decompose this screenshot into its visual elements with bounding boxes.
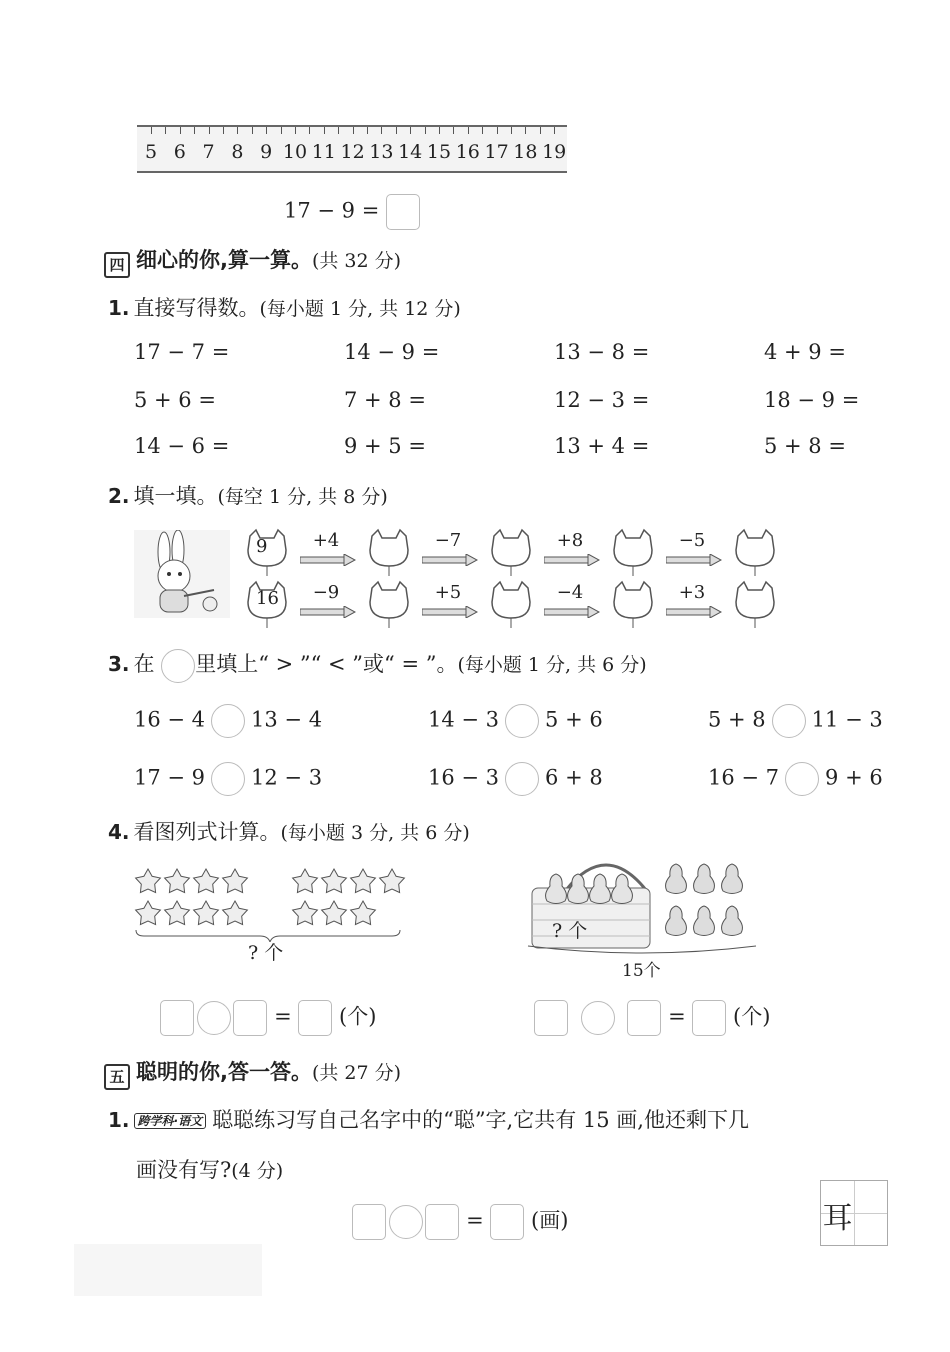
chain-arrow [300, 530, 356, 570]
pear-icon [666, 906, 687, 936]
right-expression: 12 − 3 [251, 765, 323, 790]
star-icon [293, 901, 318, 925]
answer-box[interactable] [233, 1000, 267, 1036]
ruler-tick [554, 127, 555, 134]
ruler-label: 9 [260, 141, 273, 163]
ruler-label: 12 [340, 141, 365, 163]
basket-unknown-label: ? 个 [552, 920, 588, 942]
ruler-tick [482, 127, 483, 134]
q4-right-answer: = (个) [534, 1000, 770, 1036]
answer-box[interactable] [352, 1204, 386, 1240]
section4-heading: 四 细心的你,算一算。(共 32 分) [104, 244, 401, 278]
chain-operator: +5 [434, 582, 462, 603]
cross-subject-tag: 跨学科·语文 [134, 1113, 207, 1129]
ruler-label: 11 [311, 141, 336, 163]
cat-balloon[interactable] [366, 528, 412, 578]
q1-equation: 14 − 6 = [134, 434, 230, 458]
ruler-label: 18 [513, 141, 538, 163]
q1-equation: 14 − 9 = [344, 340, 440, 364]
star-icon [380, 869, 405, 893]
star-icon [293, 869, 318, 893]
chain-arrow [544, 582, 600, 622]
cat-balloon[interactable] [366, 580, 412, 630]
left-expression: 5 + 8 [708, 707, 766, 732]
star-icon [165, 901, 190, 925]
operator-circle[interactable] [389, 1205, 423, 1239]
ruler-label: 13 [369, 141, 394, 163]
ruler-tick [252, 127, 253, 134]
ruler-tick [511, 127, 512, 134]
q1-equation: 5 + 8 = [764, 434, 846, 458]
chain-arrow [544, 530, 600, 570]
pear-icon [666, 864, 687, 894]
q1-equation: 9 + 5 = [344, 434, 426, 458]
top-equation: 17 − 9 = [284, 194, 420, 230]
ruler-tick [525, 127, 526, 134]
q1-equation: 13 + 4 = [554, 434, 650, 458]
character-grid [820, 1180, 888, 1246]
star-icon [194, 869, 219, 893]
chain-operator: +8 [556, 530, 584, 551]
ruler-tick [151, 127, 152, 134]
ruler-tick [410, 127, 411, 134]
s5-q1-line2: 画没有写?(4 分) [136, 1158, 284, 1182]
arrow-icon [544, 554, 600, 566]
q3-comparison [708, 704, 883, 738]
q1-equation: 7 + 8 = [344, 388, 426, 412]
compare-circle[interactable] [785, 762, 819, 796]
ruler-tick [381, 127, 382, 134]
ruler-tick [353, 127, 354, 134]
ruler-tick [468, 127, 469, 134]
pear-icon [722, 906, 743, 936]
left-expression: 14 − 3 [428, 707, 500, 732]
ruler-tick [396, 127, 397, 134]
chain-operator: −5 [678, 530, 706, 551]
ruler-tick [497, 127, 498, 134]
answer-box[interactable] [425, 1204, 459, 1240]
star-icon [322, 869, 347, 893]
compare-circle[interactable] [772, 704, 806, 738]
stars-picture [130, 862, 410, 942]
pears-picture [526, 850, 758, 960]
result-box[interactable] [490, 1204, 524, 1240]
ruler-tick [324, 127, 325, 134]
q1-equation: 12 − 3 = [554, 388, 650, 412]
ruler-tick [209, 127, 210, 134]
chain-operator: −4 [556, 582, 584, 603]
stars-total-label: ? 个 [248, 942, 284, 964]
ruler-tick [367, 127, 368, 134]
q2-heading: 2. 填一填。(每空 1 分, 共 8 分) [108, 484, 388, 508]
ruler-tick [165, 127, 166, 134]
s5-q1-answer: = (画) [352, 1204, 568, 1240]
q3-comparison [428, 762, 603, 796]
ruler-tick [453, 127, 454, 134]
ruler-tick [266, 127, 267, 134]
operator-circle[interactable] [581, 1001, 615, 1035]
compare-circle[interactable] [211, 762, 245, 796]
chain-start-value: 9 [256, 536, 268, 557]
ruler-tick [194, 127, 195, 134]
chain-arrow [666, 530, 722, 570]
chain-arrow [422, 582, 478, 622]
ruler-tick [309, 127, 310, 134]
ruler-tick [425, 127, 426, 134]
cat-balloon[interactable] [610, 580, 656, 630]
compare-circle[interactable] [505, 762, 539, 796]
ruler-label: 5 [144, 141, 158, 163]
answer-box[interactable] [627, 1000, 661, 1036]
chain-arrow [422, 530, 478, 570]
ruler-tick [439, 127, 440, 134]
q1-equation: 18 − 9 = [764, 388, 860, 412]
pear-icon [694, 864, 715, 894]
q4-heading: 4. 看图列式计算。(每小题 3 分, 共 6 分) [108, 820, 470, 844]
pear-icon [590, 874, 611, 904]
chain-arrow [666, 582, 722, 622]
pear-icon [722, 864, 743, 894]
arrow-icon [422, 606, 478, 618]
pear-icon [612, 874, 633, 904]
ruler-tick [180, 127, 181, 134]
section5-heading: 五 聪明的你,答一答。(共 27 分) [104, 1056, 401, 1090]
left-expression: 16 − 3 [428, 765, 500, 790]
chain-operator: −9 [312, 582, 340, 603]
pear-icon [546, 874, 567, 904]
section4-badge: 四 [104, 252, 130, 278]
q1-equation: 13 − 8 = [554, 340, 650, 364]
compare-circle[interactable] [211, 704, 245, 738]
number-ruler [137, 125, 567, 173]
ruler-tick [223, 127, 224, 134]
cat-balloon[interactable] [488, 580, 534, 630]
faded-corner [74, 1244, 262, 1296]
star-icon [322, 901, 347, 925]
ruler-tick [295, 127, 296, 134]
star-icon [136, 901, 161, 925]
chain-start-value: 16 [256, 588, 279, 609]
star-icon [136, 869, 161, 893]
ruler-label: 19 [542, 141, 567, 163]
left-expression: 16 − 4 [134, 707, 206, 732]
example-circle [161, 649, 195, 683]
star-icon [351, 869, 376, 893]
q1-equation: 5 + 6 = [134, 388, 216, 412]
cat-balloon[interactable] [732, 528, 778, 578]
rabbit-illustration [134, 530, 230, 618]
q3-comparison [428, 704, 603, 738]
q3-comparison [708, 762, 883, 796]
ruler-label: 17 [484, 141, 509, 163]
ruler-tick [338, 127, 339, 134]
ruler-label: 14 [398, 141, 423, 163]
pears-total-label: 15个 [622, 961, 661, 981]
cat-balloon[interactable] [488, 528, 534, 578]
q4-left-answer: = (个) [160, 1000, 376, 1036]
star-icon [351, 901, 376, 925]
arrow-icon [544, 606, 600, 618]
answer-box[interactable] [160, 1000, 194, 1036]
q3-heading: 3. 在 里填上“ > ”“ < ”或“ = ”。(每小题 1 分, 共 6 分) [108, 648, 647, 683]
ruler-label: 15 [426, 141, 452, 163]
cat-balloon[interactable] [610, 528, 656, 578]
s5-q1-line1: 1. 跨学科·语文 聪聪练习写自己名字中的“聪”字,它共有 15 画,他还剩下几 [108, 1108, 749, 1132]
right-expression: 13 − 4 [251, 707, 323, 732]
q3-comparison [134, 762, 322, 796]
answer-box[interactable] [386, 194, 420, 230]
ruler-label: 16 [455, 141, 480, 163]
chain-operator: −7 [434, 530, 462, 551]
ruler-label: 7 [202, 141, 215, 163]
right-expression: 9 + 6 [825, 765, 883, 790]
q1-equation: 17 − 7 = [134, 340, 230, 364]
section5-badge: 五 [104, 1064, 130, 1090]
arrow-icon [300, 606, 356, 618]
answer-box[interactable] [534, 1000, 568, 1036]
compare-circle[interactable] [505, 704, 539, 738]
star-icon [223, 901, 248, 925]
chain-operator: +3 [678, 582, 706, 603]
arrow-icon [300, 554, 356, 566]
q1-heading: 1. 直接写得数。(每小题 1 分, 共 12 分) [108, 296, 461, 320]
pear-icon [568, 874, 589, 904]
ruler-label: 6 [173, 141, 186, 163]
cat-balloon[interactable] [732, 580, 778, 630]
ruler-tick [281, 127, 282, 134]
q3-comparison [134, 704, 322, 738]
star-icon [194, 901, 219, 925]
result-box[interactable] [692, 1000, 726, 1036]
right-expression: 11 − 3 [811, 707, 883, 732]
ruler-label: 8 [231, 141, 244, 163]
arrow-icon [666, 606, 722, 618]
pear-icon [694, 906, 715, 936]
left-expression: 16 − 7 [708, 765, 780, 790]
result-box[interactable] [298, 1000, 332, 1036]
ruler-label: 10 [282, 141, 308, 163]
ruler-tick [540, 127, 541, 134]
left-expression: 17 − 9 [134, 765, 206, 790]
arrow-icon [422, 554, 478, 566]
operator-circle[interactable] [197, 1001, 231, 1035]
chain-operator: +4 [312, 530, 340, 551]
character-glyph: 耳 [822, 1201, 853, 1236]
q1-equation: 4 + 9 = [764, 340, 846, 364]
right-expression: 6 + 8 [545, 765, 603, 790]
chain-arrow [300, 582, 356, 622]
ruler-tick [237, 127, 238, 134]
star-icon [223, 869, 248, 893]
right-expression: 5 + 6 [545, 707, 603, 732]
star-icon [165, 869, 190, 893]
arrow-icon [666, 554, 722, 566]
